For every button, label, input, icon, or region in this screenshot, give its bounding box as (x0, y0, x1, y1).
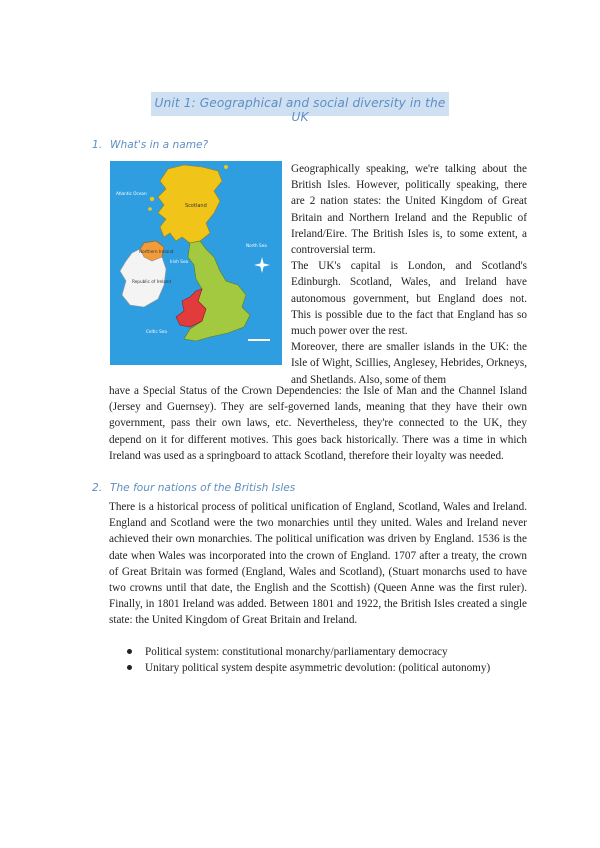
paragraph: Geographically speaking, we're talking about the British Isles. However, politically speaking, there are 2 nation states: the United Kingdom of Great Britain and Northern Ireland and the Republic of Ireland/Eire. The British Isles is, to some extent, a controversial term. (291, 163, 527, 257)
bullet-icon (127, 665, 132, 670)
map-label-celtic-sea: Celtic Sea (146, 329, 167, 334)
orkney-island (224, 165, 228, 169)
section-title: The four nations of the British Isles (110, 482, 296, 494)
map-label-atlantic: Atlantic Ocean (116, 191, 147, 196)
hebrides-island (150, 197, 154, 201)
list-item-text: Political system: constitutional monarchy/parliamentary democracy (145, 646, 448, 658)
paragraph: Moreover, there are smaller islands in the UK: the Isle of Wight, Scillies, Anglesey, Hebrides, Orkneys, and Shetlands. Also, some of them (291, 341, 527, 386)
map-label-irish-sea: Irish Sea (170, 259, 189, 264)
uk-map-graphic (110, 161, 282, 365)
paragraph: The UK's capital is London, and Scotland's Edinburgh. Scotland, Wales, and Ireland have autonomous government, but England does not. This is possible due to the fact that England has so much power over the rest. (291, 260, 527, 338)
section2-text (109, 499, 527, 629)
list-item (127, 660, 537, 676)
map-label-republic-ireland: Republic of Ireland (132, 279, 172, 284)
paragraph: have a Special Status of the Crown Dependencies: the Isle of Man and the Channel Island (Jersey and Guernsey). They are self-governed lands, meaning that they have their own government, pass their own laws, etc. Nevertheless, they're connected to the UK, they depend on it for different motives. This goes back historically. There was a time in which Ireland was used as a springboard to attack Scotland, therefore their loyalty was needed. (109, 385, 527, 462)
section1-text-right (291, 161, 527, 388)
bullet-list (127, 644, 537, 676)
map-label-northern-ireland: Northern Ireland (139, 249, 174, 254)
list-item-text: Unitary political system despite asymmetric devolution: (political autonomy) (145, 662, 491, 675)
section-title: What's in a name? (110, 139, 209, 151)
list-item (127, 644, 537, 660)
scale-bar (248, 339, 270, 341)
title-banner (151, 92, 449, 124)
map-label-scotland: Scotland (185, 203, 207, 209)
hebrides-island (148, 207, 152, 211)
section1-text-full (109, 383, 527, 464)
section-number: 1. (92, 139, 103, 151)
paragraph: There is a historical process of political unification of England, Scotland, Wales and Ireland. England and Scotland were the two monarchies until they united. Wales and Ireland never achieved their own monarchies. The political unification was driven by England. 1536 is the date when Wales was incorporated into the crown of England. 1707 after a treaty, the crown of Great Britain was formed (England, Wales and Scotland), (Stuart monarchs used to have two crowns until that date, the English and the Scottish) (Queen Anne was the first ruler). Finally, in 1801 Ireland was added. Between 1801 and 1922, the British Isles created a single state: the United Kingdom of Great Britain and Ireland. (109, 501, 527, 627)
uk-map-image (110, 161, 282, 365)
bullet-icon (127, 649, 132, 654)
map-label-north-sea: North Sea (246, 243, 267, 248)
page-title: Unit 1: Geographical and social diversity in the UK (154, 96, 446, 124)
section-number: 2. (92, 482, 103, 494)
